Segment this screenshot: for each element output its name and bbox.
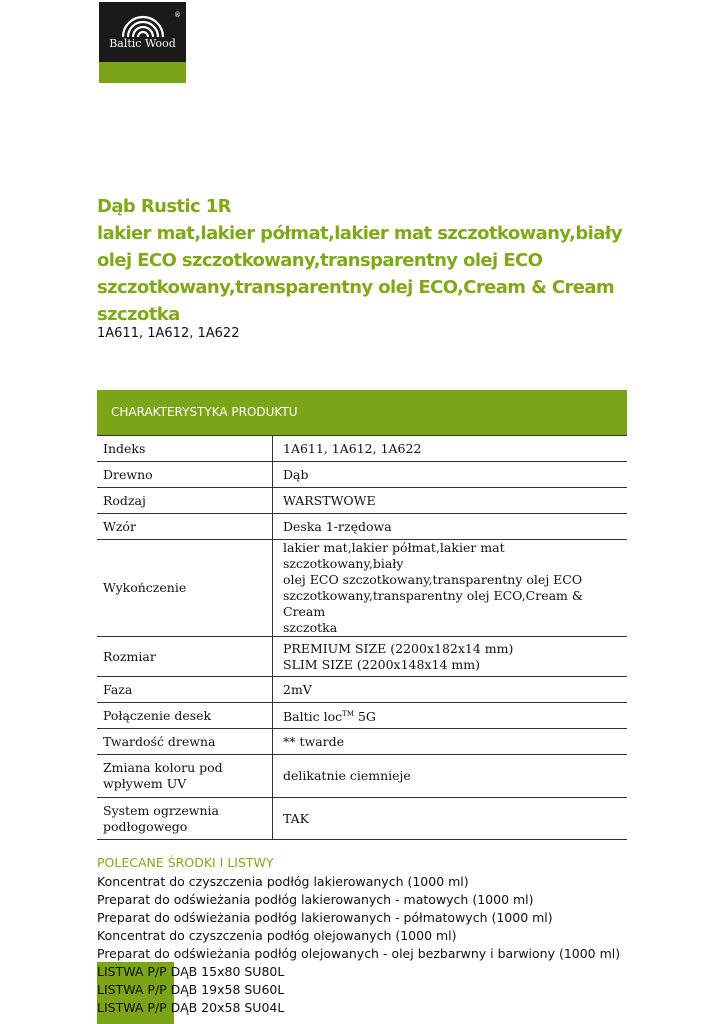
row-label: Drewno	[97, 462, 273, 488]
table-row	[97, 729, 627, 755]
row-value-line: PREMIUM SIZE (2200x182x14 mm)	[283, 640, 514, 656]
list-item: Preparat do odświeżania podłóg lakierowanych - półmatowych (1000 ml)	[97, 910, 553, 925]
table-row	[97, 637, 627, 677]
product-codes: 1A611, 1A612, 1A622	[97, 326, 240, 341]
list-item: Koncentrat do czyszczenia podłóg olejowanych (1000 ml)	[97, 928, 457, 943]
row-value: WARSTWOWE	[273, 488, 628, 514]
row-value-text: Baltic loc	[283, 709, 343, 725]
table-row	[97, 488, 627, 514]
table-row	[97, 798, 627, 840]
table-row	[97, 514, 627, 540]
row-value: ** twarde	[273, 729, 628, 755]
wood-rings-icon	[120, 11, 166, 37]
row-value-line: SLIM SIZE (2200x148x14 mm)	[283, 656, 480, 672]
row-label: Rodzaj	[97, 488, 273, 514]
table-row	[97, 540, 627, 637]
logo-name: Baltic Wood	[109, 37, 176, 50]
list-item: LISTWA P/P DĄB 19x58 SU60L	[97, 982, 285, 997]
row-value: Deska 1-rzędowa	[273, 514, 628, 540]
row-label: Wzór	[97, 514, 273, 540]
row-label: Twardość drewna	[97, 729, 273, 755]
table-row	[97, 755, 627, 798]
row-value: Dąb	[273, 462, 628, 488]
row-value: 2mV	[273, 677, 628, 703]
row-value-line: szczotkowany,transparentny olej ECO,Cream & Cream	[283, 588, 584, 619]
row-value-line: szczotka	[283, 620, 338, 635]
list-item: Preparat do odświeżania podłóg olejowanych - olej bezbarwny i barwiony (1000 ml)	[97, 946, 621, 961]
list-item: Preparat do odświeżania podłóg lakierowanych - matowych (1000 ml)	[97, 892, 534, 907]
row-label	[97, 798, 273, 840]
row-label: Wykończenie	[97, 540, 273, 637]
list-item: LISTWA P/P DĄB 20x58 SU04L	[97, 1000, 285, 1015]
row-label: Faza	[97, 677, 273, 703]
logo-green-band	[99, 62, 186, 83]
row-value-line: olej ECO szczotkowany,transparentny olej ECO	[283, 572, 583, 587]
brand-logo	[99, 2, 186, 83]
recommended-heading: POLECANE ŚRODKI I LISTWY	[97, 855, 274, 870]
logo-dark-panel	[99, 2, 186, 62]
table-row	[97, 436, 627, 462]
table-row	[97, 677, 627, 703]
row-label-line: podłogowego	[103, 818, 188, 834]
row-label: Indeks	[97, 436, 273, 462]
table-row	[97, 462, 627, 488]
row-value	[273, 703, 628, 729]
table-row	[97, 703, 627, 729]
list-item: LISTWA P/P DĄB 15x80 SU80L	[97, 964, 285, 979]
row-value: 1A611, 1A612, 1A622	[273, 436, 628, 462]
row-value	[273, 637, 628, 677]
product-title-line: szczotkowany,transparentny olej ECO,Cream & Cream	[97, 277, 615, 298]
recommended-list	[97, 873, 620, 1017]
registered-mark: ®	[174, 11, 181, 19]
row-value: delikatnie ciemnieje	[273, 755, 628, 798]
row-value-suffix: 5G	[354, 709, 376, 725]
row-label-line: System ogrzewnia	[103, 802, 219, 818]
row-label: Rozmiar	[97, 637, 273, 677]
row-label: Połączenie desek	[97, 703, 273, 729]
trademark-mark: TM	[342, 709, 354, 718]
characteristics-heading: CHARAKTERYSTYKA PRODUKTU	[97, 390, 627, 435]
product-title-line: lakier mat,lakier półmat,lakier mat szczotkowany,biały	[97, 223, 622, 244]
row-label	[97, 755, 273, 798]
row-value	[273, 540, 628, 637]
characteristics-table	[97, 435, 627, 840]
product-title-line: szczotka	[97, 304, 180, 325]
list-item: Koncentrat do czyszczenia podłóg lakierowanych (1000 ml)	[97, 874, 469, 889]
row-value-line: lakier mat,lakier półmat,lakier mat szczotkowany,biały	[283, 540, 505, 571]
product-title	[97, 193, 637, 328]
product-title-line: Dąb Rustic 1R	[97, 196, 231, 217]
row-label-line: Zmiana koloru pod	[103, 760, 223, 775]
product-title-line: olej ECO szczotkowany,transparentny olej ECO	[97, 250, 543, 271]
row-label-line: wpływem UV	[103, 776, 187, 791]
row-value: TAK	[273, 798, 628, 840]
